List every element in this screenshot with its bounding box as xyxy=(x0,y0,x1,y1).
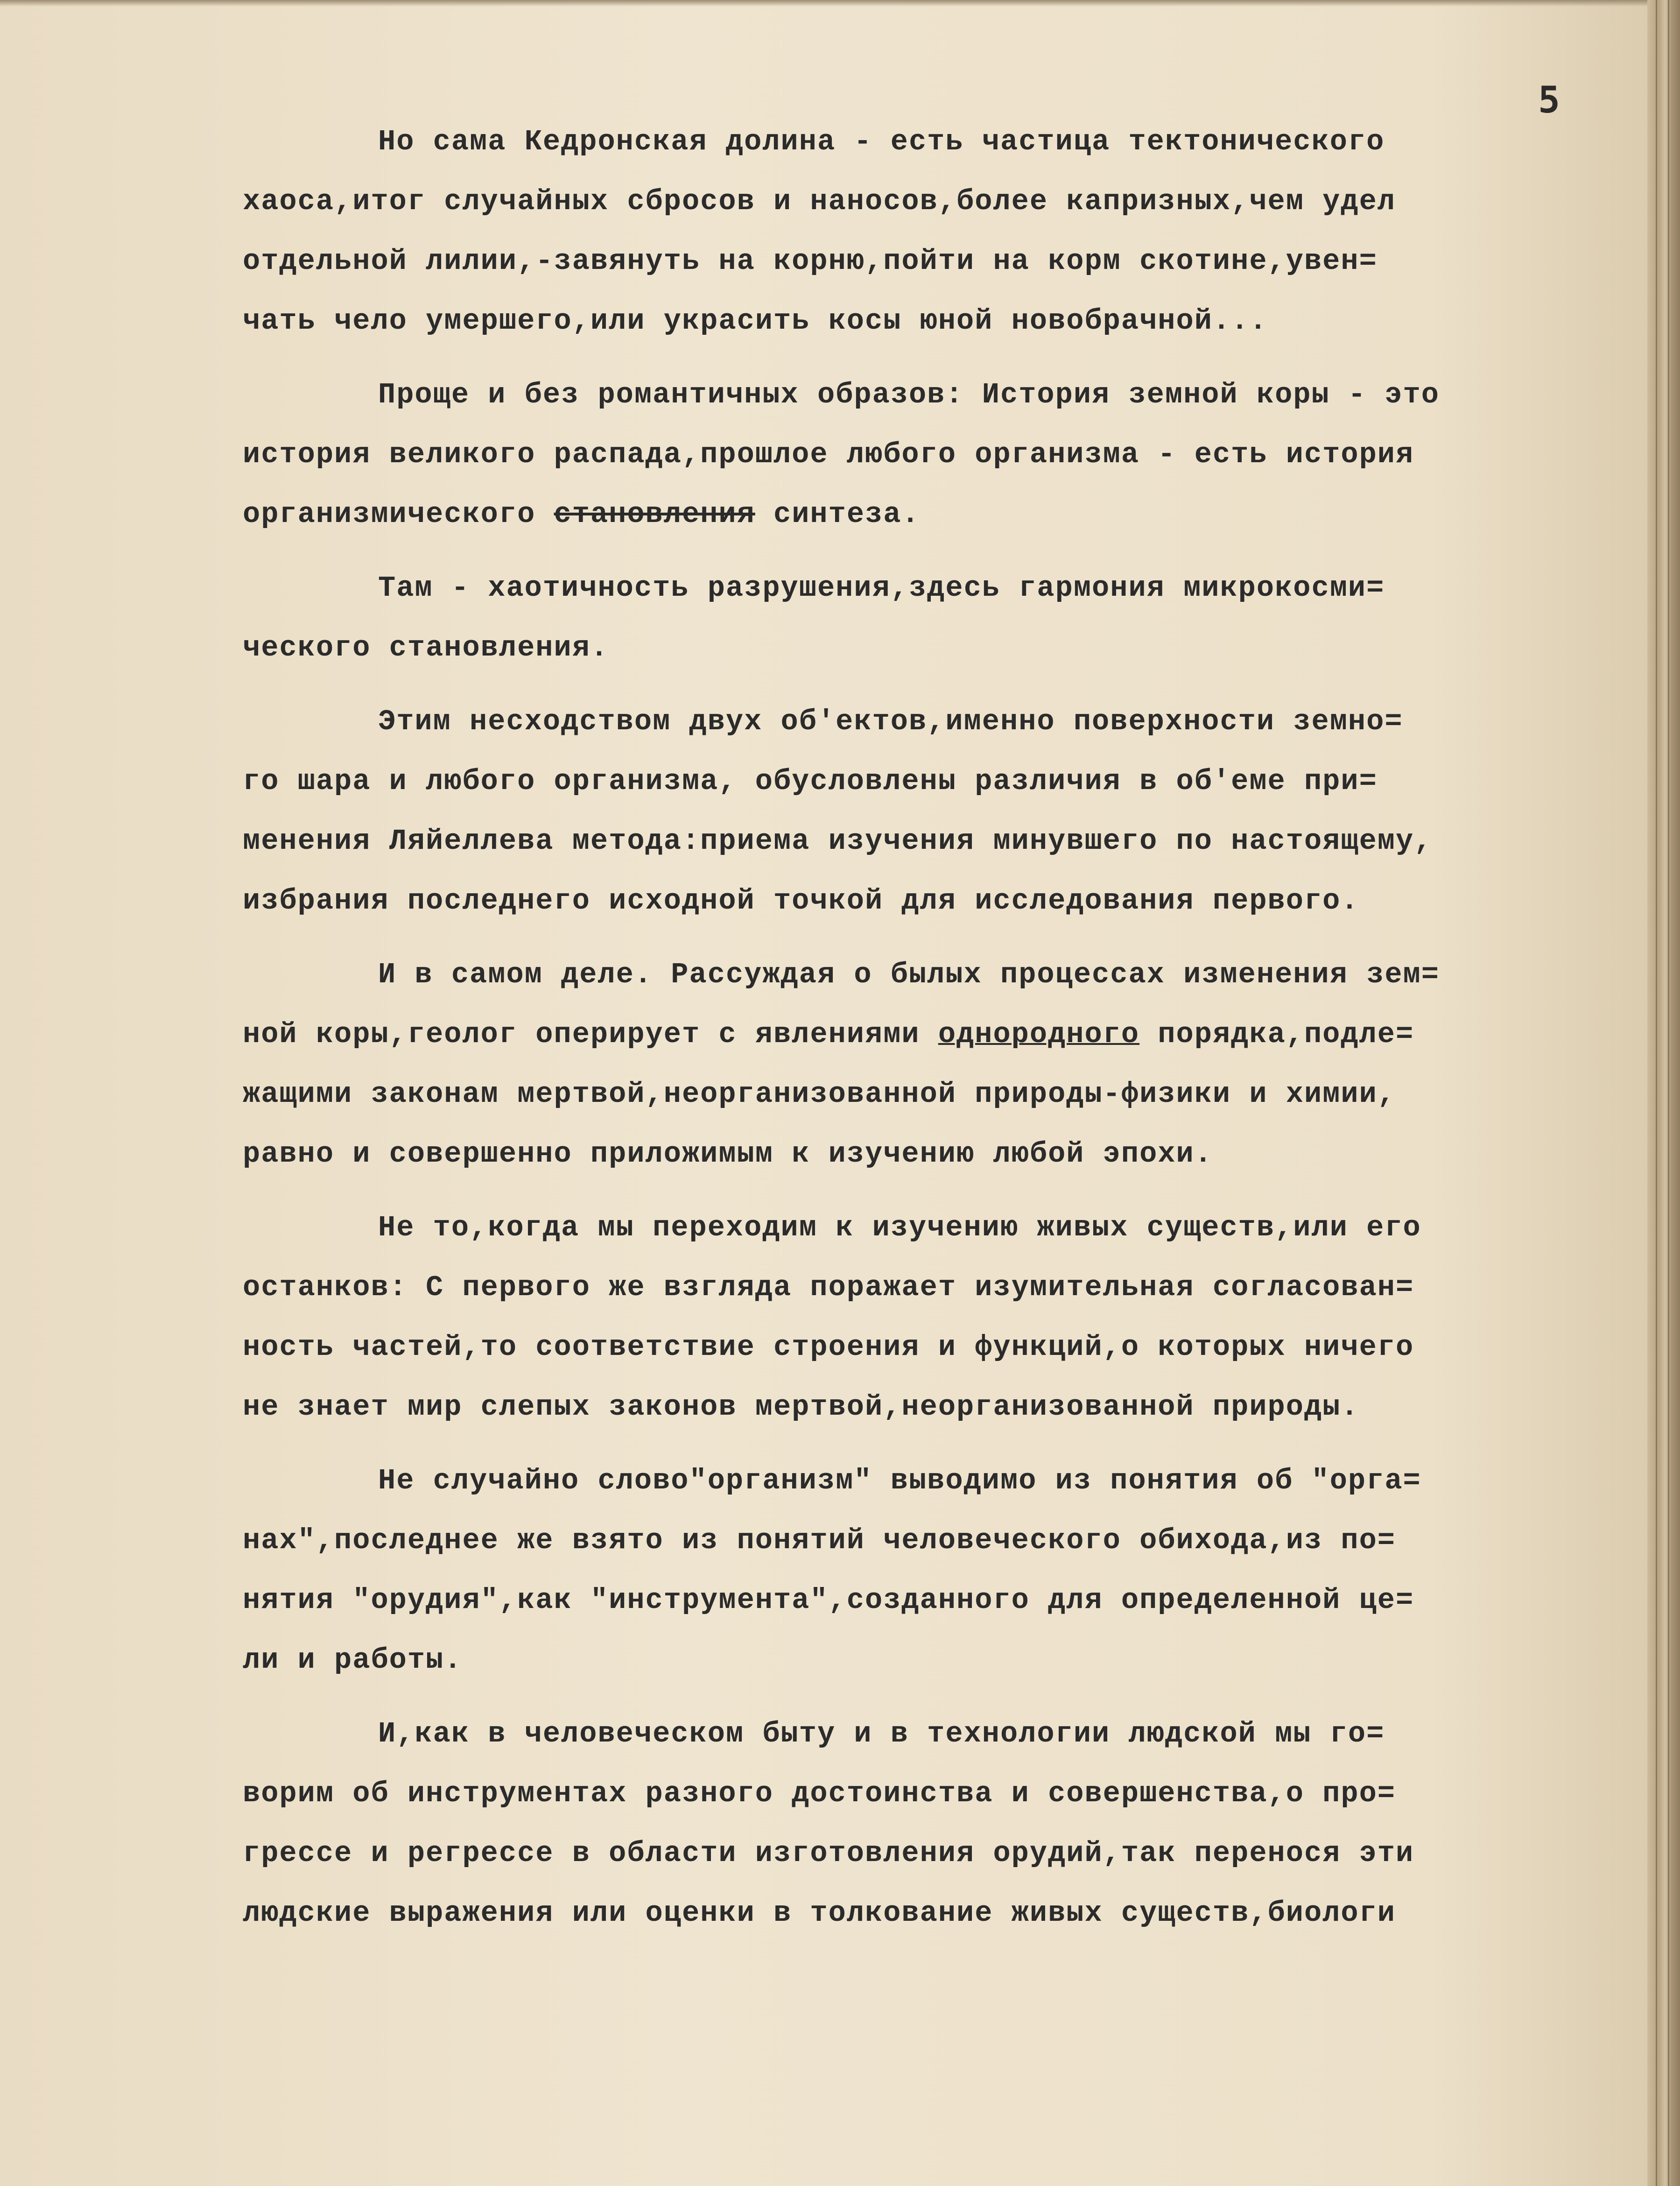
text-line: Но сама Кедронская долина - есть частица тектонического xyxy=(378,125,1385,158)
text-line: не знает мир слепых законов мертвой,неорганизованной природы. xyxy=(243,1390,1359,1424)
page-number: 5 xyxy=(1538,79,1560,121)
page-edge xyxy=(1647,0,1680,2186)
text-line: го шара и любого организма, обусловлены различия в об'еме при= xyxy=(243,765,1378,798)
text-line: нятия "орудия",как "инструмента",созданного для определенной це= xyxy=(243,1584,1414,1617)
text-line: Не случайно слово"организм" выводимо из понятия об "орга= xyxy=(378,1464,1421,1497)
text-line: история великого распада,прошлое любого организма - есть история xyxy=(243,438,1414,471)
top-shadow xyxy=(0,0,1680,7)
text-segment: порядка,подле= xyxy=(1139,1018,1414,1051)
underlined-word: однородного xyxy=(938,1018,1140,1051)
text-line: отдельной лилии,-завянуть на корню,пойти на корм скотине,увен= xyxy=(243,245,1378,278)
text-line: нах",последнее же взято из понятий человеческого обихода,из по= xyxy=(243,1524,1396,1557)
text-line: избрания последнего исходной точкой для исследования первого. xyxy=(243,884,1359,917)
text-line xyxy=(243,1005,1596,1065)
text-line: ли и работы. xyxy=(243,1643,463,1677)
text-line: хаоса,итог случайных сбросов и наносов,более капризных,чем удел xyxy=(243,185,1396,218)
text-line: ческого становления. xyxy=(243,631,609,664)
text-segment: ной коры,геолог оперирует с явлениями xyxy=(243,1018,938,1051)
text-line: Не то,когда мы переходим к изучению живых существ,или его xyxy=(378,1211,1421,1244)
text-segment: организмического xyxy=(243,498,554,531)
text-line: менения Ляйеллева метода:приема изучения минувшего по настоящему, xyxy=(243,825,1433,858)
text-line: Этим несходством двух об'ектов,именно поверхности земно= xyxy=(378,705,1403,738)
text-line: людские выражения или оценки в толкование живых существ,биологи xyxy=(243,1897,1396,1930)
text-line: И в самом деле. Рассуждая о былых процессах изменения зем= xyxy=(378,958,1440,991)
text-line: чать чело умершего,или украсить косы юной новобрачной... xyxy=(243,304,1268,338)
text-line: ность частей,то соответствие строения и функций,о которых ничего xyxy=(243,1331,1414,1364)
text-line: Там - хаотичность разрушения,здесь гармония микрокосми= xyxy=(378,571,1385,605)
text-line xyxy=(243,485,1596,544)
text-line: ворим об инструментах разного достоинства и совершенства,о про= xyxy=(243,1777,1396,1810)
page-edge-line xyxy=(1668,0,1669,2186)
text-line: равно и совершенно приложимым к изучению любой эпохи. xyxy=(243,1137,1213,1171)
text-line: Проще и без романтичных образов: История земной коры - это xyxy=(378,378,1440,411)
text-line: жащими законам мертвой,неорганизованной природы-физики и химии, xyxy=(243,1078,1396,1111)
text-segment: синтеза. xyxy=(755,498,920,531)
text-line: останков: С первого же взгляда поражает изумительная согласован= xyxy=(243,1271,1414,1304)
page-edge-line xyxy=(1656,0,1657,2186)
struck-word: становления xyxy=(554,498,755,531)
text-line: И,как в человеческом быту и в технологии людской мы го= xyxy=(378,1717,1385,1750)
typewritten-text xyxy=(243,112,1596,1943)
text-line: грессе и регрессе в области изготовления орудий,так перенося эти xyxy=(243,1837,1414,1870)
